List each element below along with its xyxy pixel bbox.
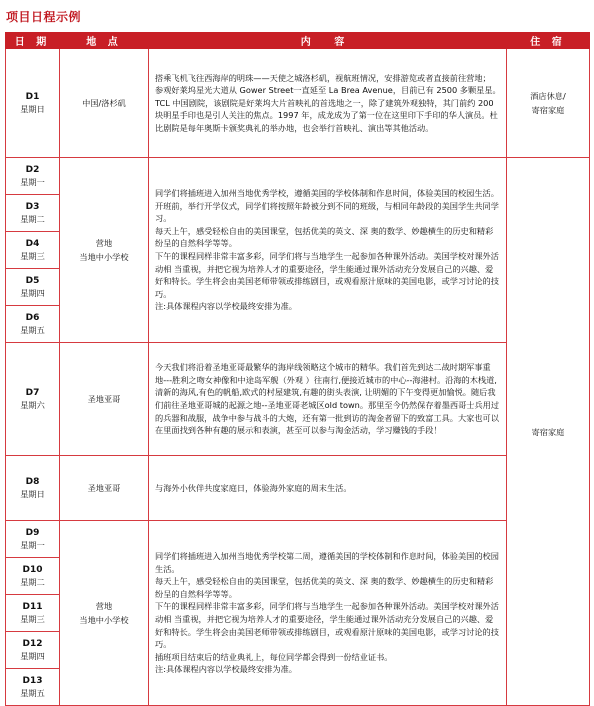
content-cell [149, 158, 507, 343]
date-cell [6, 158, 60, 195]
accommodation-text: 酒店休息/ [530, 91, 566, 101]
location-cell: 中国/洛杉矶 [60, 49, 149, 158]
day-label: D3 [25, 202, 40, 212]
day-label: D8 [25, 477, 40, 487]
location-cell [60, 521, 149, 706]
day-label: D4 [25, 239, 40, 249]
header-date: 日 期 [6, 33, 60, 49]
location-cell [60, 158, 149, 343]
content-paragraph: 每天上午，感受轻松自由的美国课堂，包括优美的英文、深 奥的数学、妙趣横生的历史和精彩纷呈的自然科学等等。 [155, 225, 494, 249]
accommodation-text: 寄宿家庭 [531, 105, 565, 115]
weekday-label: 星期日 [20, 489, 45, 499]
content-cell [149, 343, 507, 456]
date-cell [6, 669, 60, 706]
content-paragraph: 同学们将插班进入加州当地优秀学校第二周，遵循美国的学校体制和作息时间，体验美国的校园生活。 [155, 551, 499, 574]
weekday-label: 星期六 [20, 400, 45, 410]
day-label: D13 [22, 676, 43, 686]
location-text: 营地 [95, 238, 113, 248]
content-paragraph: 插班项目结束后的结业典礼上，每位同学都会得到一份结业证书。 [155, 651, 393, 662]
content-paragraph: 每天上午，感受轻松自由的美国课堂，包括优美的英文、深 奥的数学、妙趣横生的历史和精彩纷呈的自然科学等等。 [155, 576, 494, 599]
date-cell [6, 195, 60, 232]
content-paragraph: 搭乘飞机飞往西海岸的明珠——天使之城洛杉矶，视航班情况，安排游览或者直接前往营地； [155, 72, 491, 83]
location-cell: 圣地亚哥 [60, 456, 149, 521]
table-row [6, 343, 590, 456]
date-cell [6, 306, 60, 343]
content-paragraph: 注:具体课程内容以学校最终安排为准。 [155, 301, 297, 312]
section-title: 项目日程示例 [6, 10, 82, 24]
header-location: 地 点 [60, 33, 149, 49]
date-cell [6, 269, 60, 306]
table-row [6, 521, 590, 558]
accommodation-cell: 寄宿家庭 [507, 158, 590, 706]
date-cell [6, 595, 60, 632]
day-label: D10 [22, 565, 43, 575]
day-label: D9 [25, 528, 40, 538]
table-row [6, 49, 590, 158]
date-cell [6, 232, 60, 269]
weekday-label: 星期四 [20, 651, 45, 661]
weekday-label: 星期三 [20, 614, 45, 624]
table-header-row [6, 33, 590, 49]
header-accommodation: 住 宿 [507, 33, 590, 49]
weekday-label: 星期四 [20, 288, 45, 298]
weekday-label: 星期五 [20, 688, 45, 698]
content-cell [149, 49, 507, 158]
day-label: D6 [25, 313, 40, 323]
content-paragraph: 参观好莱坞星光大道从 Gower Street一直延至 La Brea Avenue，目前已有 2500 多颗星星。TCL 中国剧院，该剧院是好莱坞大片首映礼的首选地之一，除了建筑外观独特，其门前约 200 块明星手印也是引人关注的焦点。1997 年，成龙成为了第一位在这里印下手印的华人演员。杜比剧院是每年奥斯卡颁奖典礼的举办地，也会举行首映礼、演出等其他活动。 [155, 85, 501, 133]
content-cell [149, 521, 507, 706]
location-text: 当地中小学校 [79, 615, 129, 625]
day-label: D12 [22, 639, 43, 649]
date-cell [6, 632, 60, 669]
day-label: D2 [25, 165, 40, 175]
content-paragraph: 同学们将插班进入加州当地优秀学校，遵循美国的学校体制和作息时间，体验美国的校园生活。 开班前，举行开学仪式，同学们将按照年龄被分到不同的班级，与相同年龄段的美国学生共同学习。 [155, 188, 499, 224]
table-row [6, 158, 590, 195]
location-text: 营地 [95, 601, 113, 611]
date-cell [6, 456, 60, 521]
schedule-table [5, 32, 590, 706]
date-cell [6, 558, 60, 595]
content-paragraph: 今天我们将沿着圣地亚哥最繁华的海岸线领略这个城市的精华。我们首先到达二战时期军事重地---胜利之吻女神像和中途岛军舰（外观 ）往南行,便接近城市的中心--海港村。沿海的木栈道,清新的海风,有色的帆船,欧式的村屋建筑,有趣的街头表演, 让明媚的下午变得更加愉悦。随后我们前往圣地亚哥城的起源之地--圣地亚哥老城区old town。那里至今仍然保存着墨西哥士兵用过的兵器和战服，战争中参与战斗的大炮，还有第一批到访的淘金者留下的致富工具。大家也可以在里面找到各种有趣的展示和表演，甚至可以参与淘金活动，学习赚钱的手段！ [155, 362, 500, 436]
location-text: 当地中小学校 [79, 252, 129, 262]
date-cell [6, 521, 60, 558]
weekday-label: 星期二 [20, 214, 45, 224]
content-paragraph: 下午的课程同样非常丰富多彩，同学们将与当地学生一起参加各种课外活动。美国学校对课外活动相 当重视，并把它视为培养人才的重要途径，学生能通过课外活动充分发展自己的兴趣、爱好和特长。学生将会由美国老师带领或排练剧目，或观看原汁原味的美国电影，或学习讨论的技巧。 [155, 601, 499, 650]
accommodation-cell [507, 49, 590, 158]
weekday-label: 星期三 [20, 251, 45, 261]
day-label: D7 [25, 388, 40, 398]
date-cell [6, 343, 60, 456]
weekday-label: 星期一 [20, 177, 45, 187]
content-paragraph: 下午的课程同样非常丰富多彩，同学们将与当地学生一起参加各种课外活动。美国学校对课外活动相 当重视，并把它视为培养人才的重要途径，学生能通过课外活动充分发展自己的兴趣、爱好和特长。学生将会由美国老师带领或排练剧目，或观看原汁原味的美国电影，或学习讨论的技巧。 [155, 251, 499, 299]
table-row [6, 456, 590, 521]
content-cell [149, 456, 507, 521]
date-cell [6, 49, 60, 158]
weekday-label: 星期二 [20, 577, 45, 587]
content-paragraph: 注:具体课程内容以学校最终安排为准。 [155, 664, 297, 675]
content-paragraph: 与海外小伙伴共度家庭日，体验海外家庭的周末生活。 [155, 482, 352, 493]
location-cell: 圣地亚哥 [60, 343, 149, 456]
weekday-label: 星期一 [20, 540, 45, 550]
day-label: D1 [25, 92, 40, 102]
weekday-label: 星期五 [20, 325, 45, 335]
header-content: 内 容 [149, 33, 507, 49]
day-label: D11 [22, 602, 43, 612]
weekday-label: 星期日 [20, 104, 45, 114]
day-label: D5 [25, 276, 40, 286]
